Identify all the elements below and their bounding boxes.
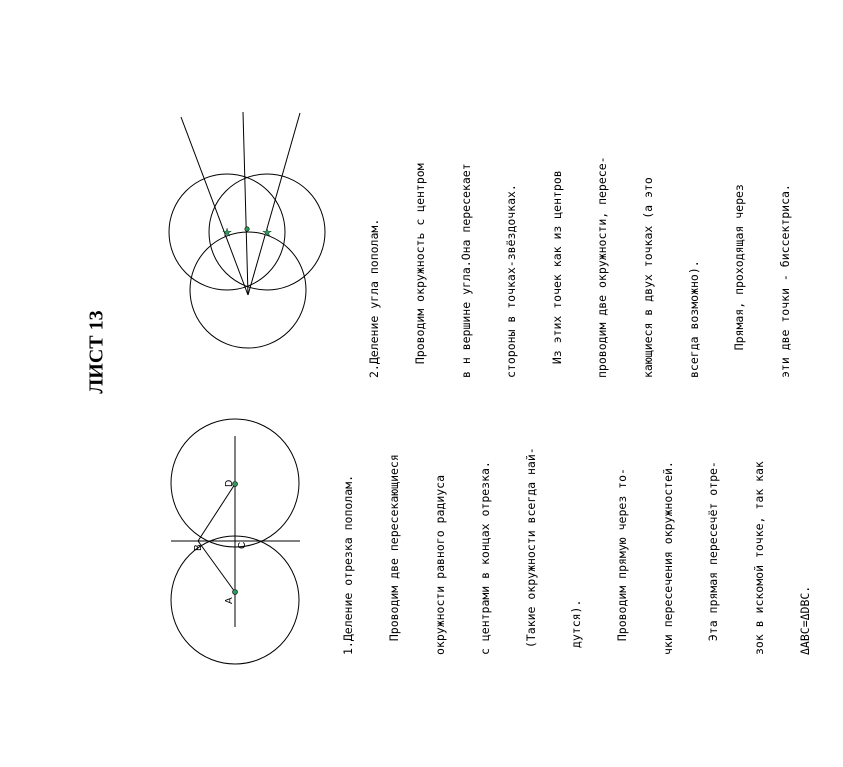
star-point-2: ★: [262, 226, 272, 239]
section1-line: ΔABC=ΔDBC.: [797, 585, 812, 655]
section1-line: зок в искомой точке, так как: [751, 461, 766, 655]
label-b: B: [193, 544, 204, 551]
star-point-1: ★: [222, 226, 232, 239]
section1-line: Проводим прямую через то-: [615, 468, 630, 655]
section1-line: Проводим две пересекающиеся: [387, 454, 402, 655]
bisector-line: [243, 112, 248, 295]
section2-line: Проводим окружность с центром: [413, 163, 428, 378]
section2-line: проводим две окружности, пересе-: [595, 156, 610, 378]
section2-line: эти две точки - биссектриса.: [777, 184, 792, 378]
section1-line: дутся).: [569, 599, 584, 655]
section1-line: Эта прямая пересечёт отре-: [706, 461, 721, 655]
section2-text: [337, 156, 824, 378]
section2-line: кающиеся в двух точках (а это: [641, 177, 656, 378]
page-title: ЛИСТ 13: [85, 310, 108, 394]
section1-line: окружности равного радиуса: [432, 474, 447, 655]
section1-line: (Такие окружности всегда най-: [523, 447, 538, 655]
label-c: C: [237, 541, 248, 549]
angle-side-2: [248, 113, 300, 295]
section2-line: Из этих точек как из центров: [549, 170, 564, 378]
section1-line: с центрами в концах отрезка.: [478, 461, 493, 655]
section2-line: в н вершине угла.Она пересекает: [458, 163, 473, 378]
section2-line: 2.Деление угла пополам.: [367, 218, 382, 378]
label-a: A: [224, 597, 235, 604]
section1-line: 1.Деление отрезка пополам.: [341, 474, 356, 655]
section1-text: [311, 447, 843, 655]
section2-line: Прямая, проходящая через: [732, 184, 747, 378]
section1-line: чки пересечения окружностей.: [660, 461, 675, 655]
section2-line: всегда возможно).: [686, 260, 701, 378]
angle-side-1: [181, 117, 248, 295]
section2-line: стороны в точках-звёздочках.: [504, 184, 519, 378]
bisector-point-marker: [245, 227, 249, 231]
label-d: D: [224, 479, 235, 487]
